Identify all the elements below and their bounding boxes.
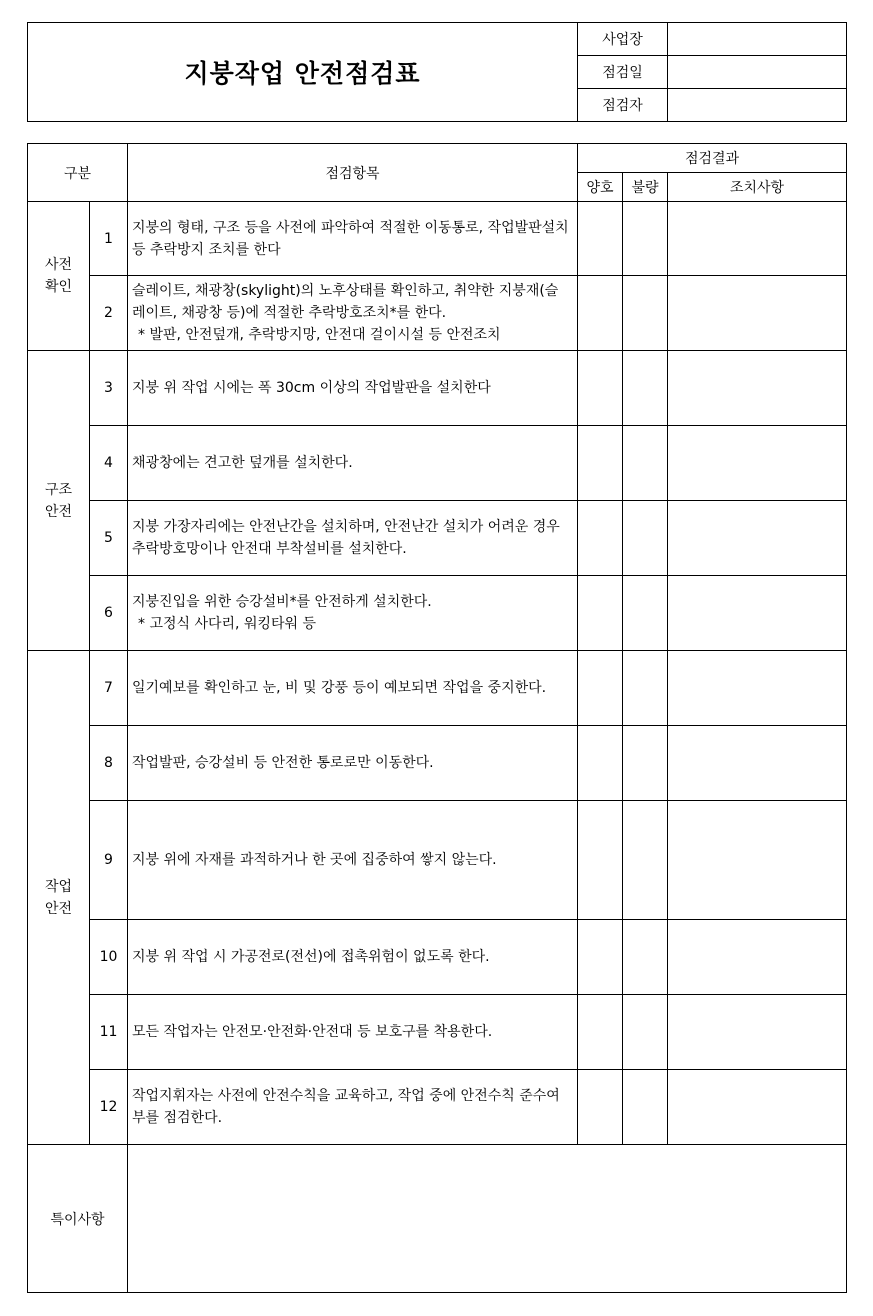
good-check-cell[interactable]	[578, 726, 623, 801]
item-number: 12	[90, 1070, 128, 1145]
checklist-table	[27, 143, 847, 1293]
remarks-label: 특이사항	[28, 1145, 128, 1293]
bad-check-cell[interactable]	[623, 801, 668, 920]
action-cell[interactable]	[668, 1070, 847, 1145]
action-cell[interactable]	[668, 426, 847, 501]
bad-check-cell[interactable]	[623, 276, 668, 351]
item-number: 10	[90, 920, 128, 995]
result-header: 점검결과	[578, 144, 847, 173]
bad-header: 불량	[623, 173, 668, 202]
action-cell[interactable]	[668, 801, 847, 920]
action-cell[interactable]	[668, 920, 847, 995]
item-number: 1	[90, 202, 128, 276]
bad-check-cell[interactable]	[623, 202, 668, 276]
item-cell	[128, 576, 578, 651]
section-label-work-safety: 작업 안전	[28, 651, 90, 1145]
section-label-pre-check: 사전 확인	[28, 202, 90, 351]
workplace-field[interactable]	[668, 23, 847, 56]
good-check-cell[interactable]	[578, 501, 623, 576]
table-row	[28, 426, 847, 501]
item-text: 지붕 위 작업 시 가공전로(전선)에 접촉위험이 없도록 한다.	[128, 920, 578, 995]
bad-check-cell[interactable]	[623, 726, 668, 801]
remarks-row	[28, 1145, 847, 1293]
remarks-field[interactable]	[128, 1145, 847, 1293]
table-row	[28, 995, 847, 1070]
table-row	[28, 351, 847, 426]
action-cell[interactable]	[668, 501, 847, 576]
item-number: 4	[90, 426, 128, 501]
item-note: * 고정식 사다리, 워킹타워 등	[138, 616, 317, 632]
table-row	[28, 202, 847, 276]
bad-check-cell[interactable]	[623, 426, 668, 501]
bad-check-cell[interactable]	[623, 501, 668, 576]
item-text: 작업지휘자는 사전에 안전수칙을 교육하고, 작업 중에 안전수칙 준수여부를 점검한다.	[128, 1070, 578, 1145]
workplace-label: 사업장	[578, 23, 668, 56]
good-check-cell[interactable]	[578, 276, 623, 351]
bad-check-cell[interactable]	[623, 995, 668, 1070]
action-header: 조치사항	[668, 173, 847, 202]
section-label-structure-safety: 구조 안전	[28, 351, 90, 651]
good-check-cell[interactable]	[578, 202, 623, 276]
table-row	[28, 276, 847, 351]
item-number: 3	[90, 351, 128, 426]
table-row	[28, 501, 847, 576]
header-table	[27, 22, 847, 122]
bad-check-cell[interactable]	[623, 351, 668, 426]
page-title: 지붕작업 안전점검표	[28, 23, 578, 122]
item-number: 7	[90, 651, 128, 726]
good-check-cell[interactable]	[578, 801, 623, 920]
inspection-date-label: 점검일	[578, 56, 668, 89]
good-check-cell[interactable]	[578, 995, 623, 1070]
table-row	[28, 726, 847, 801]
bad-check-cell[interactable]	[623, 651, 668, 726]
table-row	[28, 576, 847, 651]
bad-check-cell[interactable]	[623, 1070, 668, 1145]
inspector-label: 점검자	[578, 89, 668, 122]
item-number: 6	[90, 576, 128, 651]
action-cell[interactable]	[668, 276, 847, 351]
item-header: 점검항목	[128, 144, 578, 202]
item-text: 지붕 가장자리에는 안전난간을 설치하며, 안전난간 설치가 어려운 경우 추락방호망이나 안전대 부착설비를 설치한다.	[128, 501, 578, 576]
action-cell[interactable]	[668, 351, 847, 426]
action-cell[interactable]	[668, 202, 847, 276]
action-cell[interactable]	[668, 576, 847, 651]
item-number: 11	[90, 995, 128, 1070]
action-cell[interactable]	[668, 651, 847, 726]
item-note: * 발판, 안전덮개, 추락방지망, 안전대 걸이시설 등 안전조치	[138, 327, 501, 343]
item-text: 슬레이트, 채광창(skylight)의 노후상태를 확인하고, 취약한 지붕재(슬레이트, 채광창 등)에 적절한 추락방호조치*를 한다.	[132, 283, 559, 321]
action-cell[interactable]	[668, 995, 847, 1070]
item-number: 2	[90, 276, 128, 351]
item-text: 채광창에는 견고한 덮개를 설치한다.	[128, 426, 578, 501]
inspector-field[interactable]	[668, 89, 847, 122]
good-check-cell[interactable]	[578, 1070, 623, 1145]
item-text: 지붕진입을 위한 승강설비*를 안전하게 설치한다.	[132, 594, 432, 610]
item-text: 작업발판, 승강설비 등 안전한 통로로만 이동한다.	[128, 726, 578, 801]
good-check-cell[interactable]	[578, 351, 623, 426]
good-check-cell[interactable]	[578, 651, 623, 726]
item-number: 5	[90, 501, 128, 576]
item-cell	[128, 276, 578, 351]
item-text: 지붕의 형태, 구조 등을 사전에 파악하여 적절한 이동통로, 작업발판설치 등 추락방지 조치를 한다	[128, 202, 578, 276]
good-check-cell[interactable]	[578, 426, 623, 501]
table-row	[28, 920, 847, 995]
item-text: 일기예보를 확인하고 눈, 비 및 강풍 등이 예보되면 작업을 중지한다.	[128, 651, 578, 726]
good-header: 양호	[578, 173, 623, 202]
item-number: 8	[90, 726, 128, 801]
table-row	[28, 801, 847, 920]
action-cell[interactable]	[668, 726, 847, 801]
bad-check-cell[interactable]	[623, 576, 668, 651]
item-text: 지붕 위에 자재를 과적하거나 한 곳에 집중하여 쌓지 않는다.	[128, 801, 578, 920]
bad-check-cell[interactable]	[623, 920, 668, 995]
good-check-cell[interactable]	[578, 920, 623, 995]
item-number: 9	[90, 801, 128, 920]
category-header: 구분	[28, 144, 128, 202]
item-text: 지붕 위 작업 시에는 폭 30cm 이상의 작업발판을 설치한다	[128, 351, 578, 426]
item-text: 모든 작업자는 안전모·안전화·안전대 등 보호구를 착용한다.	[128, 995, 578, 1070]
table-row	[28, 651, 847, 726]
good-check-cell[interactable]	[578, 576, 623, 651]
table-row	[28, 1070, 847, 1145]
inspection-date-field[interactable]	[668, 56, 847, 89]
